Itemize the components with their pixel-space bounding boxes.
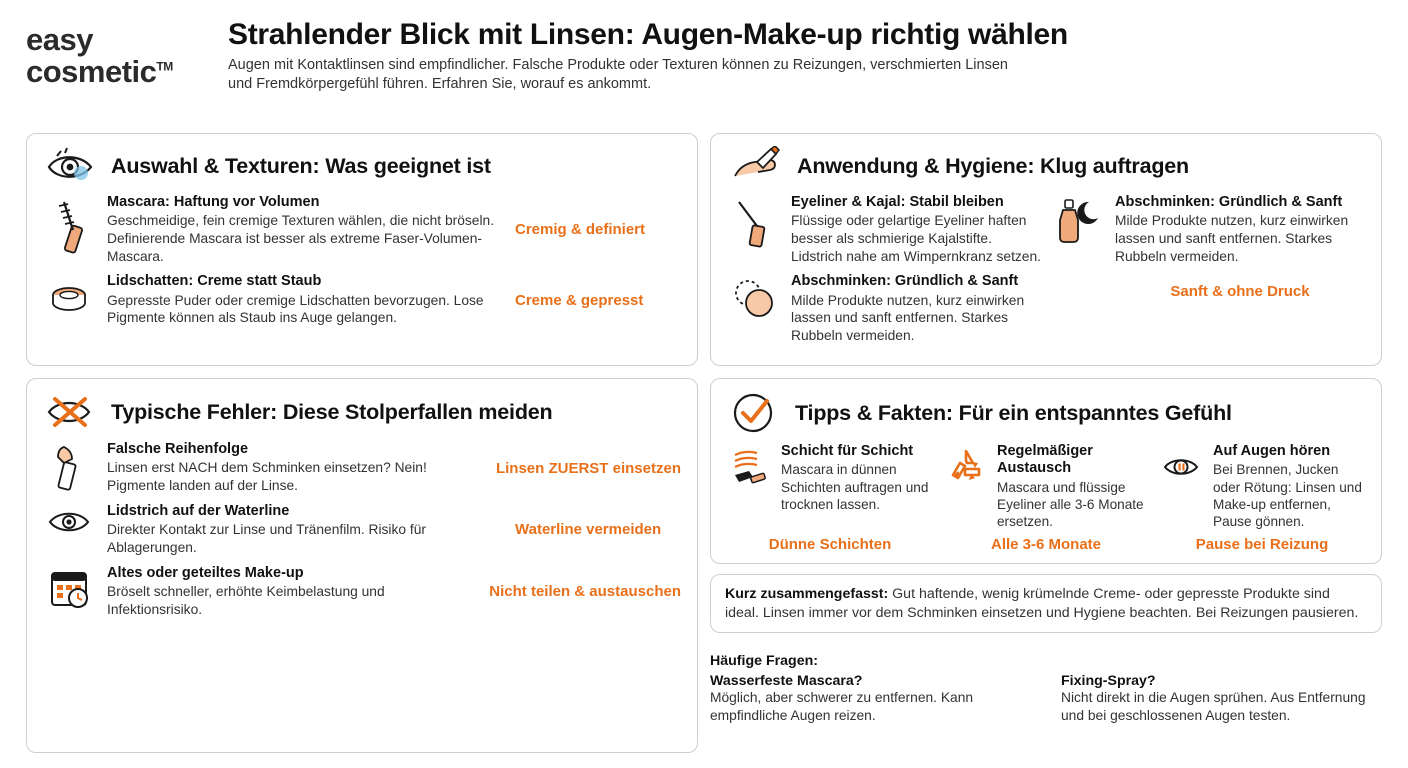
- header-text: [222, 18, 1382, 94]
- list-item-text: Direkter Kontakt zur Linse und Tränenfilm. Risiko für Ablagerungen.: [107, 522, 426, 556]
- faq-question: Fixing-Spray?: [1061, 673, 1156, 690]
- list-item-body: [781, 443, 933, 530]
- list-item: [1051, 194, 1365, 300]
- faq-question: Wasserfeste Mascara?: [710, 673, 863, 690]
- eyeshadow-pot-icon: [43, 273, 97, 327]
- eyeliner-pen-icon: [727, 194, 781, 265]
- list-item-body: [791, 273, 1041, 344]
- list-item-body: [107, 273, 501, 327]
- faq-entry: [710, 673, 1031, 724]
- card-application-title: Anwendung & Hygiene: Klug auftragen: [797, 153, 1189, 178]
- list-item: [43, 503, 681, 557]
- tips-tags: [727, 536, 1365, 553]
- card-selection-title: Auswahl & Texturen: Was geeignet ist: [111, 153, 491, 178]
- card-mistakes-header: [43, 391, 681, 433]
- brand-line-1: easy: [26, 22, 93, 57]
- tips-and-summary-column: [710, 378, 1382, 753]
- brand-line-2-text: cosmetic: [26, 53, 157, 89]
- remover-bottle-icon: [1051, 194, 1105, 300]
- list-item-title: Abschminken: Gründlich & Sanft: [1115, 194, 1343, 210]
- tips-grid: [727, 443, 1365, 530]
- status-badge: Nicht teilen & austauschen: [489, 583, 681, 601]
- eye-pause-icon: [1159, 443, 1205, 530]
- status-badge: Cremig & definiert: [515, 221, 646, 239]
- status-badge: Dünne Schichten: [768, 536, 892, 554]
- application-left-column: [727, 194, 1041, 353]
- list-item: [943, 443, 1149, 530]
- card-application: [710, 133, 1382, 366]
- faq-answer: Nicht direkt in die Augen sprühen. Aus Entfernung und bei geschlossenen Augen testen.: [1061, 690, 1366, 723]
- list-item-title: Auf Augen hören: [1213, 443, 1331, 459]
- list-item-text: Gepresste Puder oder cremige Lidschatten bevorzugen. Lose Pigmente können als Staub ins Auge gelangen.: [107, 292, 484, 326]
- list-item-title: Schicht für Schicht: [781, 443, 914, 459]
- layers-brush-icon: [727, 443, 773, 530]
- faq-section: [710, 643, 1382, 724]
- cards-grid: [26, 133, 1382, 753]
- card-tips-title: Tipps & Fakten: Für ein entspanntes Gefühl: [795, 400, 1232, 425]
- list-item-title: Regelmäßiger Austausch: [997, 443, 1093, 477]
- list-item-title: Mascara: Haftung vor Volumen: [107, 194, 320, 210]
- list-item-body: [1115, 194, 1365, 300]
- crossed-out-eye-icon: [43, 391, 99, 433]
- summary-label: Kurz zusammengefasst:: [725, 586, 889, 603]
- list-item-body: [107, 441, 482, 495]
- list-item-text: Bei Brennen, Jucken oder Rötung: Linsen und Make-up entfernen, Pause gönnen.: [1213, 462, 1362, 529]
- status-badge: Pause bei Reizung: [1195, 536, 1329, 554]
- list-item-text: Flüssige oder gelartige Eyeliner haften besser als schmierige Kajalstifte. Lidstrich nahe am Wimpernkranz setzen.: [791, 213, 1041, 264]
- header: [0, 0, 1408, 102]
- list-item-body: [791, 194, 1041, 265]
- page-title: Strahlender Blick mit Linsen: Augen-Make-up richtig wählen: [228, 18, 1068, 51]
- status-badge: Sanft & ohne Druck: [1170, 283, 1310, 301]
- list-item-text: Linsen erst NACH dem Schminken einsetzen? Nein! Pigmente landen auf der Linse.: [107, 460, 427, 494]
- status-badge: Alle 3-6 Monate: [990, 536, 1102, 554]
- page-subtitle: Augen mit Kontaktlinsen sind empfindlicher. Falsche Produkte oder Texturen können zu Reizungen, verschmierten Linsen und Fremdkörpergefühl führen. Erfahren Sie, worauf es ankommt.: [228, 56, 1008, 92]
- summary-text: Gut haftende, wenig krümelnde Creme- oder gepresste Produkte sind ideal. Linsen immer vor dem Schminken einsetzen und Hygiene beachten. Bei Reizungen pausieren.: [725, 586, 1359, 621]
- eye-lens-icon: [43, 146, 99, 186]
- list-item-body: [1213, 443, 1365, 530]
- list-item: [1159, 443, 1365, 530]
- list-item: [43, 441, 681, 495]
- list-item-title: Eyeliner & Kajal: Stabil bleiben: [791, 194, 1004, 210]
- list-item: [727, 443, 933, 530]
- brand-trademark: TM: [156, 59, 173, 74]
- summary-box: [710, 574, 1382, 633]
- hand-pencil-icon: [727, 146, 785, 186]
- faq-entry: [1061, 673, 1382, 724]
- list-item: [43, 273, 681, 327]
- list-item-tag-cell: [511, 273, 681, 327]
- list-item-title: Falsche Reihenfolge: [107, 441, 249, 457]
- list-item-tag-cell: [492, 441, 681, 495]
- list-item-text: Mascara und flüssige Eyeliner alle 3-6 Monate ersetzen.: [997, 479, 1144, 530]
- brand-line-2: [26, 53, 173, 89]
- card-application-header: [727, 146, 1365, 186]
- card-mistakes-title: Typische Fehler: Diese Stolperfallen meiden: [111, 399, 553, 424]
- recycle-icon: [943, 443, 989, 530]
- application-columns: [727, 194, 1365, 353]
- eye-outline-icon: [43, 503, 97, 557]
- list-item: [43, 194, 681, 265]
- list-item-text: Geschmeidige, fein cremige Texturen wählen, die nicht bröseln. Definierende Mascara ist besser als extreme Faser-Volumen-Mascara.: [107, 213, 495, 264]
- list-item-text: Milde Produkte nutzen, kurz einwirken lassen und sanft entfernen. Starkes Rubbeln vermeiden.: [1115, 213, 1349, 264]
- status-badge: Waterline vermeiden: [515, 521, 662, 539]
- card-tips: [710, 378, 1382, 564]
- mascara-wand-icon: [43, 194, 97, 265]
- application-right-column: [1051, 194, 1365, 353]
- list-item-text: Bröselt schneller, erhöhte Keimbelastung und Infektionsrisiko.: [107, 584, 385, 617]
- list-item-body: [107, 194, 501, 265]
- card-selection: [26, 133, 698, 366]
- card-mistakes: [26, 378, 698, 753]
- list-item-title: Altes oder geteiltes Make-up: [107, 564, 304, 581]
- list-item-tag-cell: [485, 565, 681, 619]
- cotton-pad-icon: [727, 273, 781, 344]
- brand-logo: [26, 18, 222, 87]
- card-tips-header: [727, 391, 1365, 435]
- check-circle-icon: [727, 391, 783, 435]
- status-badge: Linsen ZUERST einsetzen: [495, 459, 681, 477]
- list-item: [727, 273, 1041, 344]
- list-item-tag-cell: [511, 194, 681, 265]
- list-item-text: Milde Produkte nutzen, kurz einwirken lassen und sanft entfernen. Starkes Rubbeln vermeiden.: [791, 292, 1025, 344]
- list-item-text: Mascara in dünnen Schichten auftragen und trocknen lassen.: [781, 462, 929, 512]
- faq-answer: Möglich, aber schwerer zu entfernen. Kann empfindliche Augen reizen.: [710, 690, 974, 723]
- list-item: [43, 565, 681, 619]
- list-item-body: [997, 443, 1149, 530]
- faq-grid: [710, 673, 1382, 724]
- status-badge: Creme & gepresst: [515, 291, 644, 309]
- list-item: [727, 194, 1041, 265]
- makeup-brush-icon: [43, 441, 97, 495]
- list-item-body: [107, 503, 501, 557]
- faq-title: Häufige Fragen:: [710, 653, 818, 670]
- list-item-tag-cell: [511, 503, 681, 557]
- list-item-title: Lidstrich auf der Waterline: [107, 503, 290, 519]
- list-item-body: [107, 565, 475, 619]
- card-selection-header: [43, 146, 681, 186]
- list-item-title: Abschminken: Gründlich & Sanft: [791, 273, 1019, 290]
- calendar-clock-icon: [43, 565, 97, 619]
- list-item-title: Lidschatten: Creme statt Staub: [107, 273, 322, 290]
